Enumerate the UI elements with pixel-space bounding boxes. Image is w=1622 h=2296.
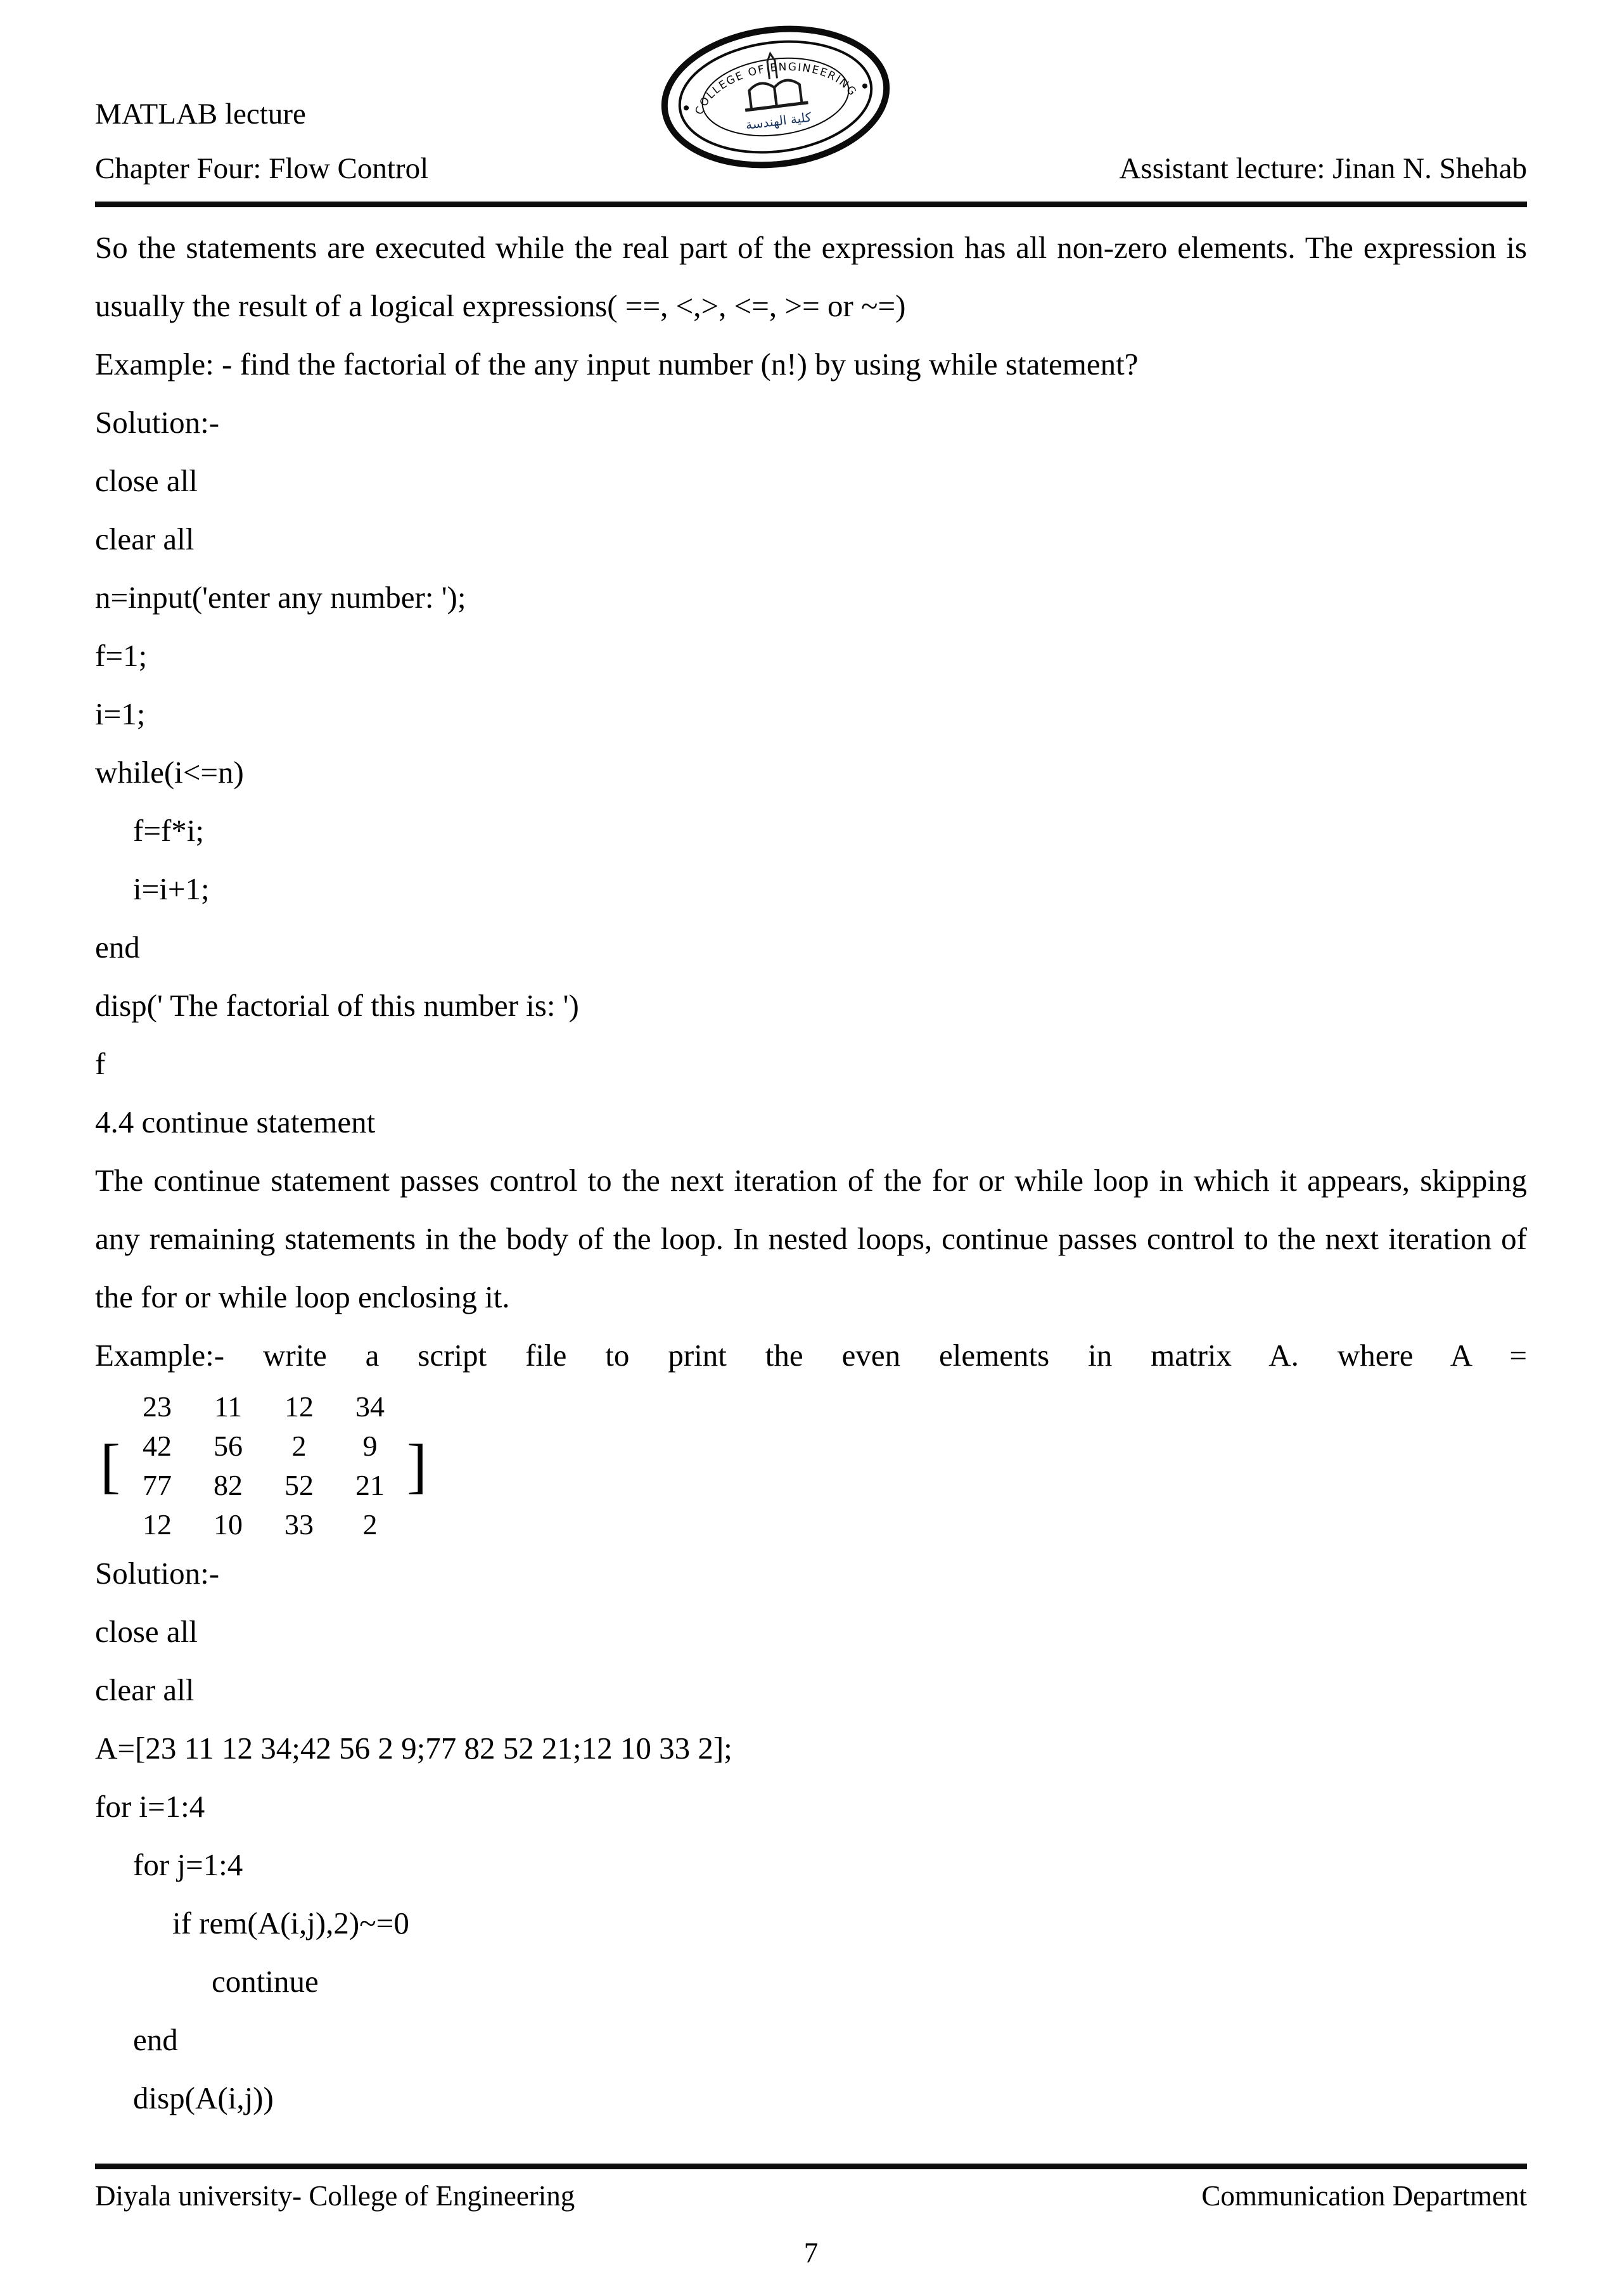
matrix-cell: 34 xyxy=(355,1390,385,1423)
code-line: n=input('enter any number: '); xyxy=(95,580,466,615)
matrix-cell: 2 xyxy=(362,1508,378,1541)
header-divider xyxy=(95,202,1527,207)
code-line: end xyxy=(95,930,140,965)
footer-department: Communication Department xyxy=(1201,2180,1527,2212)
lecturer-name: Assistant lecture: Jinan N. Shehab xyxy=(1119,152,1527,185)
header-left xyxy=(95,95,428,188)
emblem-arc-text: COLLEGE OF ENGINEERING xyxy=(693,60,859,117)
code-line: close all xyxy=(95,1614,198,1649)
matrix-right-bracket: ] xyxy=(406,1432,427,1499)
code-line: i=1; xyxy=(95,696,146,731)
matrix-grid xyxy=(122,1387,406,1544)
page-number: 7 xyxy=(803,2237,819,2269)
solution-label-2: Solution:- xyxy=(95,1556,220,1591)
matrix-a xyxy=(99,1387,428,1544)
emblem-arabic-text: كلية الهندسة xyxy=(744,109,812,132)
code-line: f=f*i; xyxy=(133,813,204,848)
matrix-cell: 77 xyxy=(142,1469,172,1501)
page-footer xyxy=(95,2178,1527,2214)
code-line: i=i+1; xyxy=(133,871,210,906)
code-line: clear all xyxy=(95,522,195,556)
code-line: disp(A(i,j)) xyxy=(133,2081,274,2115)
matrix-cell: 23 xyxy=(142,1390,172,1423)
footer-divider xyxy=(95,2164,1527,2169)
code-line: for i=1:4 xyxy=(95,1789,205,1824)
code-line: continue xyxy=(212,1964,319,1999)
example-factorial-prompt: Example: - find the factorial of the any input number (n!) by using while statement? xyxy=(95,347,1139,382)
footer-institution: Diyala university- College of Engineering xyxy=(95,2180,575,2212)
matrix-cell: 82 xyxy=(213,1469,243,1501)
page-header xyxy=(95,0,1527,188)
matrix-cell: 10 xyxy=(213,1508,243,1541)
code-line: clear all xyxy=(95,1672,195,1707)
matrix-cell: 12 xyxy=(142,1508,172,1541)
code-line: f=1; xyxy=(95,638,148,673)
code-line: f xyxy=(95,1046,106,1081)
matrix-cell: 11 xyxy=(214,1390,243,1423)
code-line: for j=1:4 xyxy=(133,1847,243,1882)
matrix-cell: 42 xyxy=(142,1430,172,1462)
document-body xyxy=(95,219,1527,2127)
matrix-cell: 21 xyxy=(355,1469,385,1501)
matrix-cell: 52 xyxy=(284,1469,314,1501)
code-line: disp(' The factorial of this number is: ') xyxy=(95,988,579,1023)
paragraph-while-explanation: So the statements are executed while the real part of the expression has all non-zero elements. The expression is usually the result of a logical expressions( ==, <,>, <=, >= or ~=) xyxy=(95,230,1527,323)
emblem-graphic xyxy=(655,18,896,176)
chapter-title: Chapter Four: Flow Control xyxy=(95,152,429,185)
matrix-cell: 9 xyxy=(362,1430,378,1462)
matrix-left-bracket: [ xyxy=(100,1432,120,1499)
matrix-cell: 12 xyxy=(284,1390,314,1423)
code-line: A=[23 11 12 34;42 56 2 9;77 82 52 21;12 10 33 2]; xyxy=(95,1731,732,1766)
course-title: MATLAB lecture xyxy=(95,98,306,131)
solution-label-1: Solution:- xyxy=(95,405,220,440)
matrix-cell: 56 xyxy=(213,1430,243,1462)
paragraph-continue-explanation: The continue statement passes control to the next iteration of the for or while loop in which it appears, skipping any remaining statements in the body of the loop. In nested loops, continue passes control to the next iteration of the for or while loop enclosing it. xyxy=(95,1163,1527,1314)
code-line: while(i<=n) xyxy=(95,755,244,790)
code-line: end xyxy=(133,2022,178,2057)
section-title-continue: 4.4 continue statement xyxy=(95,1105,376,1139)
matrix-cell: 2 xyxy=(291,1430,307,1462)
example-matrix-prompt: Example:- write a script file to print the even elements in matrix A. where A = xyxy=(95,1338,1527,1373)
code-line: if rem(A(i,j),2)~=0 xyxy=(172,1906,409,1940)
college-of-engineering-emblem xyxy=(655,18,896,176)
matrix-cell: 33 xyxy=(284,1508,314,1541)
code-line: close all xyxy=(95,463,198,498)
